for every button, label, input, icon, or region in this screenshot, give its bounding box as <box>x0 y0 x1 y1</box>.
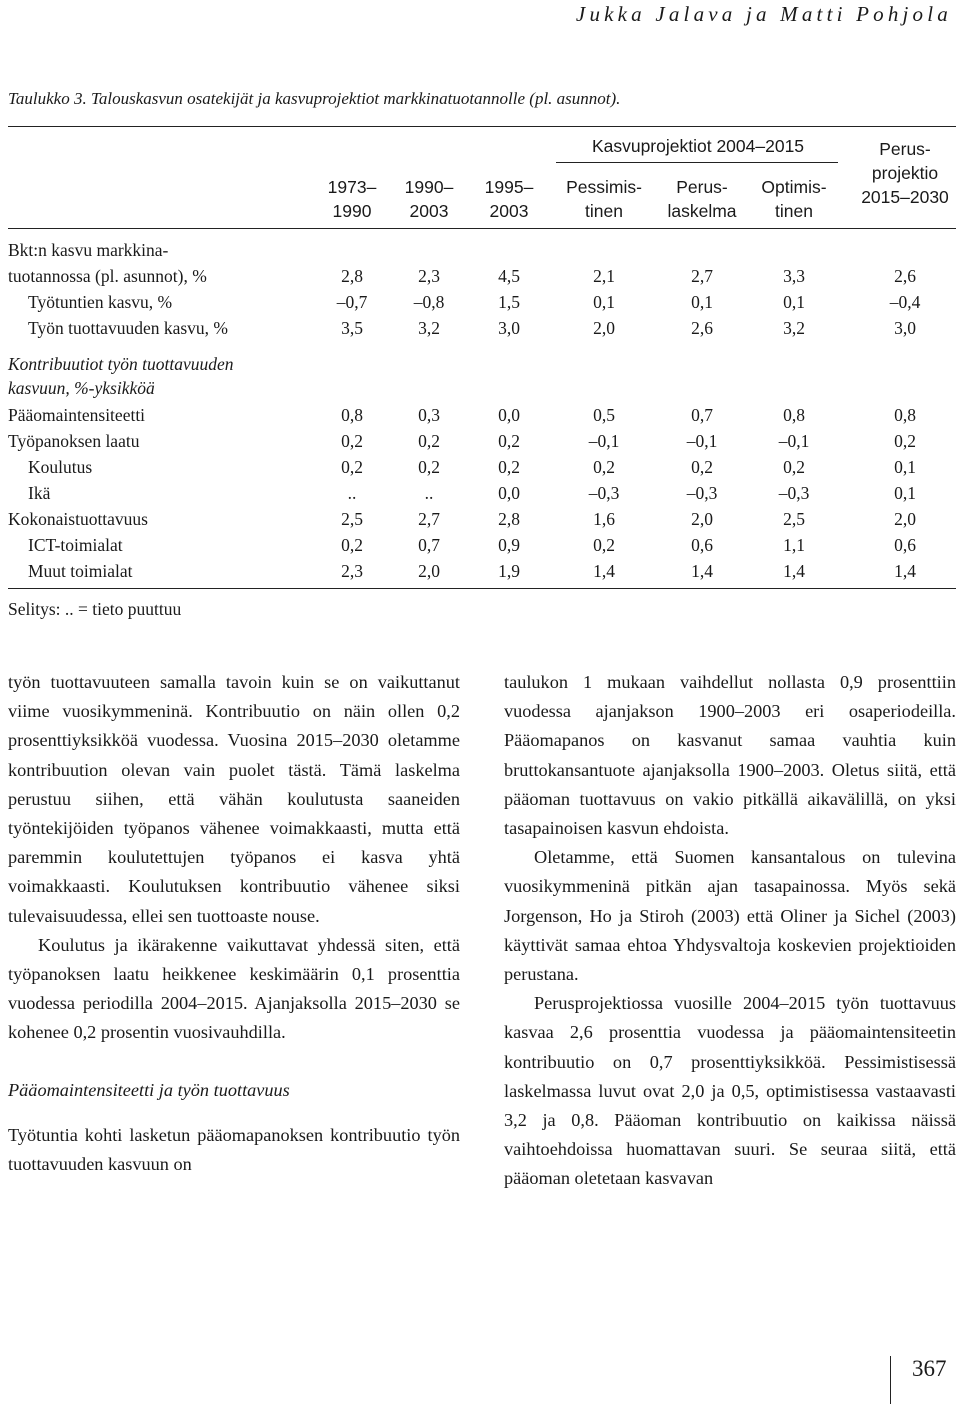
running-header: Jukka Jalava ja Matti Pohjola <box>575 2 952 26</box>
row-label: Työn tuottavuuden kasvu, % <box>28 318 228 338</box>
table-row <box>0 558 960 584</box>
table-row <box>0 402 960 428</box>
table-cell: 2,8 <box>341 266 363 286</box>
page-number: 367 <box>912 1356 947 1381</box>
table-cell: –0,4 <box>889 292 921 312</box>
header-bottom-rule <box>8 228 956 229</box>
col-header-1973-1990: 1973– 1990 <box>327 177 377 221</box>
table-cell: 0,2 <box>593 457 615 477</box>
section-label-line2: kasvuun, %-yksikköä <box>8 378 155 398</box>
table-cell: 0,9 <box>498 535 520 555</box>
paragraph: Koulutus ja ikärakenne vaikuttavat yhdessä siten, että työpanoksen laatu heikkenee keskimäärin 0,1 prosenttia vuodessa periodilla 2004–2015. Ajanjaksolla 2015–2030 se kohenee 0,2 prosentin vuosivauhdilla. <box>8 934 460 1043</box>
table-row <box>0 315 960 341</box>
col-header-base: Perus- laskelma <box>667 177 737 221</box>
table-cell: 0,2 <box>341 431 363 451</box>
table-cell: 3,3 <box>783 266 805 286</box>
table-cell: 2,5 <box>783 509 805 529</box>
table-cell: 2,3 <box>418 266 440 286</box>
table-row <box>0 289 960 315</box>
table-cell: 0,2 <box>498 457 520 477</box>
table-row <box>0 506 960 532</box>
table-cell: 2,1 <box>593 266 615 286</box>
table-row <box>0 480 960 506</box>
table-cell: 2,8 <box>498 509 520 529</box>
table-cell: 0,7 <box>418 535 440 555</box>
table-note: Selitys: .. = tieto puuttuu <box>8 599 182 619</box>
table-cell: 0,1 <box>593 292 615 312</box>
table-cell: 2,0 <box>894 509 916 529</box>
table-cell: –0,3 <box>778 483 810 503</box>
col-header-pessimistic: Pessimis- tinen <box>566 177 642 221</box>
table-cell: .. <box>347 483 357 503</box>
table-cell: 2,0 <box>418 561 440 581</box>
right-text-column <box>504 668 956 1194</box>
table-cell: 0,2 <box>498 431 520 451</box>
row-label: Ikä <box>28 483 51 503</box>
table-caption: Taulukko 3. Talouskasvun osatekijät ja kasvuprojektiot markkinatuotannolle (pl. asunnot). <box>8 89 621 108</box>
table-cell: 0,0 <box>498 483 520 503</box>
section-heading: Pääomaintensiteetti ja työn tuottavuus <box>8 1079 290 1100</box>
table-row <box>0 428 960 454</box>
row-label: Työtuntien kasvu, % <box>28 292 173 312</box>
col-header-optimistic: Optimis- tinen <box>761 177 827 221</box>
table-cell: 1,5 <box>498 292 520 312</box>
row-label: Pääomaintensiteetti <box>8 405 146 425</box>
table-cell: 2,5 <box>341 509 363 529</box>
table-cell: 1,4 <box>783 561 805 581</box>
table-cell: .. <box>424 483 434 503</box>
table-cell: –0,8 <box>413 292 445 312</box>
table-cell: –0,7 <box>336 292 368 312</box>
table-cell: 2,6 <box>894 266 916 286</box>
table-cell: 0,0 <box>498 405 520 425</box>
table-cell: 2,6 <box>691 318 713 338</box>
table-cell: 0,1 <box>894 457 916 477</box>
row-label: Kokonaistuottavuus <box>8 509 148 529</box>
table-bottom-rule <box>8 588 956 589</box>
group-header-rule <box>556 162 838 163</box>
table-cell: 0,6 <box>691 535 713 555</box>
table-cell: 1,4 <box>691 561 713 581</box>
table-cell: 0,1 <box>691 292 713 312</box>
table-cell: 0,3 <box>418 405 440 425</box>
table-cell: 3,0 <box>498 318 520 338</box>
row-label: tuotannossa (pl. asunnot), % <box>8 266 207 286</box>
table-cell: 3,2 <box>418 318 440 338</box>
table-cell: 0,6 <box>894 535 916 555</box>
table-cell: 2,7 <box>418 509 440 529</box>
table-cell: 0,5 <box>593 405 615 425</box>
table-cell: –0,3 <box>686 483 718 503</box>
page-number-rule <box>890 1356 891 1404</box>
left-text-column <box>8 668 460 1179</box>
table-row <box>0 454 960 480</box>
table-cell: 0,2 <box>894 431 916 451</box>
section-label-line1: Kontribuutiot työn tuottavuuden <box>8 354 234 374</box>
row-label: ICT-toimialat <box>28 535 123 555</box>
paragraph: työn tuottavuuteen samalla tavoin kuin se on vaikuttanut viime vuosikymmeninä. Kontribuutio on näin ollen 0,2 prosenttiyksikköä vuodessa. Vuosina 2015–2030 oletamme kontribuution olevan vain puolet tästä. Tämä laskelma perustuu siihen, että vähän koulutusta saaneiden työntekijöiden työpanos vähenee voimakkaasti, mutta että paremmin koulutettujen työpanos ei kasva yhtä voimakkaasti. Koulutuksen kontribuutio vähenee siksi tulevaisuudessa, ellei sen tuottoaste nouse. <box>8 672 460 926</box>
table-row <box>0 263 960 289</box>
table-cell: 0,2 <box>691 457 713 477</box>
table-cell: 3,2 <box>783 318 805 338</box>
col-header-base-projection: Perus- projektio 2015–2030 <box>861 139 949 207</box>
paragraph: Oletamme, että Suomen kansantalous on tulevina vuosikymmeninä pitkän ajan tasapainossa. Myös sekä Jorgenson, Ho ja Stiroh (2003) että Oliner ja Sichel (2003) käyttivät samaa ehtoa Yhdysvaltoja koskevien projektioiden perustana. <box>504 847 956 985</box>
row-label: Muut toimialat <box>28 561 133 581</box>
table-cell: 2,0 <box>691 509 713 529</box>
table-cell: –0,3 <box>588 483 620 503</box>
table-cell: –0,1 <box>588 431 620 451</box>
table-cell: 3,0 <box>894 318 916 338</box>
table-cell: 0,8 <box>783 405 805 425</box>
table-cell: 2,3 <box>341 561 363 581</box>
row-label: Työpanoksen laatu <box>8 431 140 451</box>
table-cell: 1,6 <box>593 509 615 529</box>
table-cell: 4,5 <box>498 266 520 286</box>
col-header-1995-2003: 1995– 2003 <box>484 177 534 221</box>
paragraph: Perusprojektiossa vuosille 2004–2015 työn tuottavuus kasvaa 2,6 prosenttia vuodessa ja pääomaintensiteetin kontribuutio on 0,7 prosenttiyksikköä. Pessimistisessä laskelmassa luvut ovat 2,0 ja 0,5, optimistisessa vastaavasti 3,2 ja 0,8. Pääoman kontribuutio on kaikissa näissä vaihtoehdoissa huomattavan suuri. Se seuraa siitä, että pääoman oletetaan kasvavan <box>504 993 956 1189</box>
table-cell: 0,8 <box>341 405 363 425</box>
table-cell: 1,1 <box>783 535 805 555</box>
table-cell: 1,4 <box>593 561 615 581</box>
table-cell: 0,2 <box>341 535 363 555</box>
table-cell: 2,0 <box>593 318 615 338</box>
col-header-1990-2003: 1990– 2003 <box>404 177 454 221</box>
table-cell: –0,1 <box>686 431 718 451</box>
table-cell: 0,1 <box>783 292 805 312</box>
group-header: Kasvuprojektiot 2004–2015 <box>591 136 805 156</box>
row-label-gdp-line1: Bkt:n kasvu markkina- <box>8 240 169 260</box>
table-cell: 3,5 <box>341 318 363 338</box>
table-cell: 0,1 <box>894 483 916 503</box>
table-cell: 1,9 <box>498 561 520 581</box>
table-cell: 2,7 <box>691 266 713 286</box>
table-cell: 0,2 <box>593 535 615 555</box>
table-cell: 0,2 <box>783 457 805 477</box>
table-cell: 1,4 <box>894 561 916 581</box>
paragraph: Työtuntia kohti lasketun pääomapanoksen kontribuutio työn tuottavuuden kasvuun on <box>8 1124 460 1175</box>
table-row <box>0 532 960 558</box>
table-cell: 0,2 <box>418 431 440 451</box>
table-cell: –0,1 <box>778 431 810 451</box>
table-cell: 0,7 <box>691 405 713 425</box>
table-cell: 0,2 <box>418 457 440 477</box>
table-cell: 0,2 <box>341 457 363 477</box>
data-table <box>0 0 960 640</box>
row-label: Koulutus <box>28 457 93 477</box>
table-cell: 0,8 <box>894 405 916 425</box>
paragraph: taulukon 1 mukaan vaihdellut nollasta 0,9 prosenttiin vuodessa ajanjakson 1900–2003 eri osaperiodeilla. Pääomapanos on kasvanut samaa vauhtia kuin bruttokansantuote ajanjaksolla 1900–2003. Oletus siitä, että pääoman tuottavuus on vakio pitkällä aikavälillä, on yksi tasapainoisen kasvun ehdoista. <box>504 672 956 839</box>
